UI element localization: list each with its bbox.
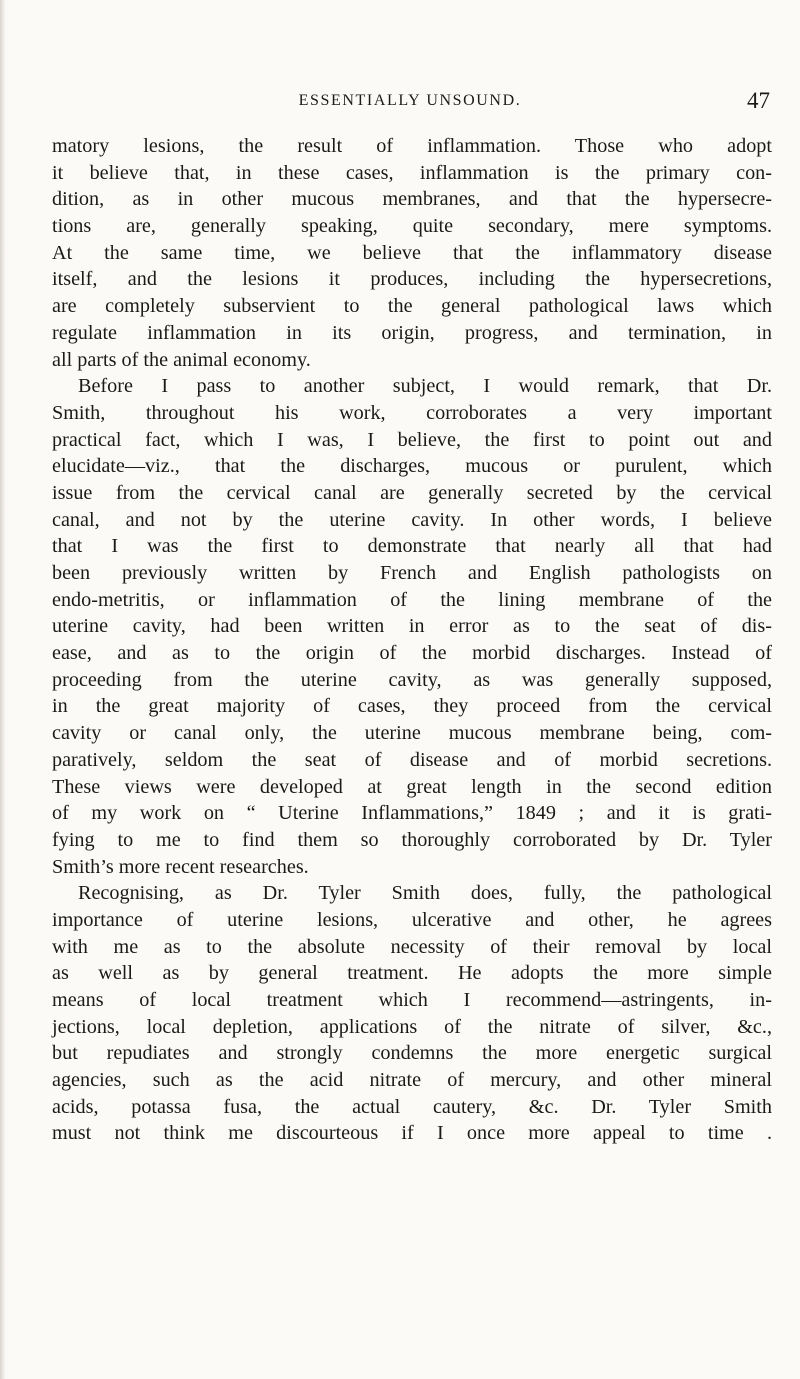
text-line: tions are, generally speaking, quite secondary, mere symptoms. xyxy=(52,215,772,238)
text-line: matory lesions, the result of inflammation. Those who adopt xyxy=(52,135,772,157)
text-line: in the great majority of cases, they proceed from the cervical xyxy=(52,695,772,718)
text-line: proceeding from the uterine cavity, as was generally supposed, xyxy=(52,668,772,691)
text-line: are completely subservient to the general pathological laws which xyxy=(52,295,772,318)
text-line: itself, and the lesions it produces, including the hypersecretions, xyxy=(52,268,772,291)
text-line: jections, local depletion, applications of the nitrate of silver, &c., xyxy=(52,1015,772,1038)
text-line: of my work on “ Uterine Inflammations,” 1849 ; and it is grati- xyxy=(52,802,772,825)
text-line: Recognising, as Dr. Tyler Smith does, fully, the pathological xyxy=(78,882,772,905)
text-line: that I was the first to demonstrate that nearly all that had xyxy=(52,535,772,558)
text-line: cavity or canal only, the uterine mucous membrane being, com- xyxy=(52,722,772,745)
text-line: elucidate—viz., that the discharges, mucous or purulent, which xyxy=(52,455,772,478)
page-number: 47 xyxy=(747,88,770,113)
text-line: all parts of the animal economy. xyxy=(52,348,311,371)
text-line: importance of uterine lesions, ulcerative and other, he agrees xyxy=(52,908,772,931)
text-line: issue from the cervical canal are generally secreted by the cervical xyxy=(52,481,772,504)
text-line: means of local treatment which I recommend—astringents, in- xyxy=(52,989,772,1011)
body-text xyxy=(52,133,772,1147)
text-line: practical fact, which I was, I believe, the first to point out and xyxy=(52,428,772,451)
text-line: Smith, throughout his work, corroborates a very important xyxy=(52,401,772,424)
text-line: canal, and not by the uterine cavity. In other words, I believe xyxy=(52,508,772,531)
running-head xyxy=(40,88,780,118)
text-line: paratively, seldom the seat of disease and of morbid secretions. xyxy=(52,748,772,771)
text-line: These views were developed at great length in the second edition xyxy=(52,775,772,798)
text-line: been previously written by French and English pathologists on xyxy=(52,562,772,584)
text-line: At the same time, we believe that the inflammatory disease xyxy=(52,241,772,264)
text-line: fying to me to find them so thoroughly corroborated by Dr. Tyler xyxy=(52,828,772,851)
text-line: as well as by general treatment. He adopts the more simple xyxy=(52,962,772,985)
text-line: agencies, such as the acid nitrate of mercury, and other mineral xyxy=(52,1069,772,1092)
text-line: acids, potassa fusa, the actual cautery, &c. Dr. Tyler Smith xyxy=(52,1095,772,1118)
text-line: must not think me discourteous if I once more appeal to time . xyxy=(52,1122,772,1145)
text-line: Before I pass to another subject, I would remark, that Dr. xyxy=(78,375,772,398)
text-line: dition, as in other mucous membranes, and that the hypersecre- xyxy=(52,188,772,211)
text-line: it believe that, in these cases, inflammation is the primary con- xyxy=(52,161,772,184)
page-gutter-edge xyxy=(0,0,6,1379)
text-line: but repudiates and strongly condemns the more energetic surgical xyxy=(52,1042,772,1065)
running-title: ESSENTIALLY UNSOUND. xyxy=(298,92,522,109)
text-line: Smith’s more recent researches. xyxy=(52,855,309,878)
text-line: with me as to the absolute necessity of their removal by local xyxy=(52,935,772,958)
text-line: ease, and as to the origin of the morbid discharges. Instead of xyxy=(52,642,772,665)
text-line: endo-metritis, or inflammation of the lining membrane of the xyxy=(52,588,772,611)
text-line: regulate inflammation in its origin, progress, and termination, in xyxy=(52,321,772,344)
text-line: uterine cavity, had been written in error as to the seat of dis- xyxy=(52,615,772,638)
